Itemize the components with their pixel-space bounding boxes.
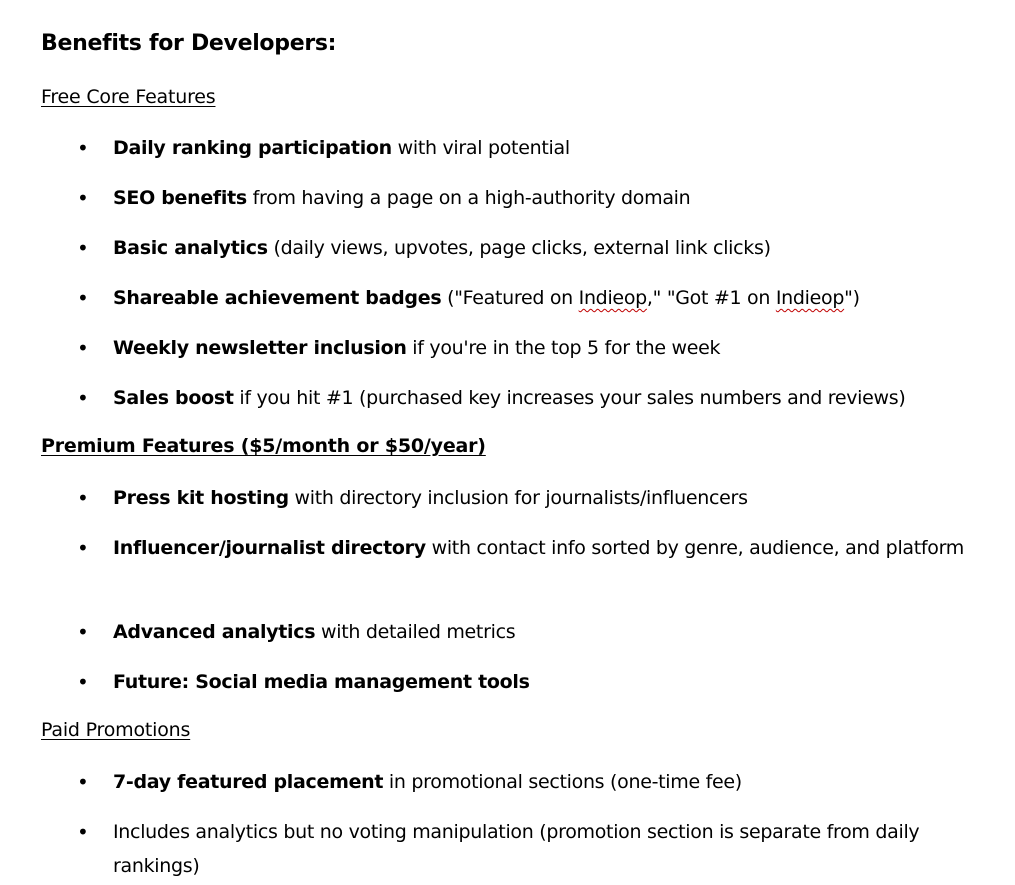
- list-item-text: [113, 281, 973, 315]
- list-item-bold: Daily ranking participation: [113, 137, 392, 159]
- bullet-icon: •: [77, 236, 89, 260]
- list-item-rest: with viral potential: [391, 137, 570, 159]
- list-item-text: [113, 615, 973, 649]
- list-item-rest: in promotional sections (one-time fee): [383, 771, 742, 793]
- list-item-bold: Weekly newsletter inclusion: [113, 337, 407, 359]
- section-heading-paid-promotions: Paid Promotions: [41, 719, 191, 741]
- list-item-bold: Basic analytics: [113, 237, 268, 259]
- list-item-text: [113, 481, 973, 515]
- list-item-rest: if you hit #1 (purchased key increases your sales numbers and reviews): [233, 387, 906, 409]
- section-heading-free-core-features: Free Core Features: [41, 86, 216, 108]
- list-item-bold: Influencer/journalist directory: [113, 537, 426, 559]
- list-item-rest: ("Featured on: [441, 287, 579, 309]
- list-item-bold: Press kit hosting: [113, 487, 289, 509]
- list-item-bold: Sales boost: [113, 387, 234, 409]
- list-item-rest: (daily views, upvotes, page clicks, external link clicks): [267, 237, 771, 259]
- bullet-icon: •: [77, 336, 89, 360]
- list-item-bold: SEO benefits: [113, 187, 247, 209]
- list-item-rest: with contact info sorted by genre, audience, and platform: [425, 537, 965, 559]
- list-item-text: [113, 665, 973, 699]
- document-title: Benefits for Developers:: [41, 31, 337, 56]
- list-item-text: [113, 765, 973, 799]
- list-item-rest: "): [844, 287, 860, 309]
- bullet-icon: •: [77, 386, 89, 410]
- spellcheck-flagged-word: Indieop: [775, 287, 845, 309]
- list-item-bold: Advanced analytics: [113, 621, 316, 643]
- list-item-text: [113, 231, 973, 265]
- list-item-text: [113, 331, 973, 365]
- list-item-rest: with directory inclusion for journalists/influencers: [288, 487, 748, 509]
- list-item-text: [113, 531, 973, 565]
- bullet-icon: •: [77, 620, 89, 644]
- list-item-bold: 7-day featured placement: [113, 771, 384, 793]
- bullet-icon: •: [77, 186, 89, 210]
- list-item-text: [113, 815, 973, 883]
- list-item-text: [113, 381, 973, 415]
- bullet-icon: •: [77, 770, 89, 794]
- list-item-rest: ," "Got #1 on: [646, 287, 776, 309]
- bullet-icon: •: [77, 536, 89, 560]
- list-item-rest: if you're in the top 5 for the week: [406, 337, 721, 359]
- spellcheck-flagged-word: Indieop: [578, 287, 647, 309]
- list-item-text: [113, 181, 973, 215]
- bullet-icon: •: [77, 286, 89, 310]
- list-item-rest: Includes analytics but no voting manipulation (promotion section is separate from daily rankings): [113, 821, 920, 877]
- bullet-icon: •: [77, 486, 89, 510]
- list-item-text: [113, 131, 973, 165]
- section-heading-premium-features: Premium Features ($5/month or $50/year): [41, 435, 486, 457]
- bullet-icon: •: [77, 136, 89, 160]
- list-item-rest: from having a page on a high-authority domain: [246, 187, 691, 209]
- list-item-bold: Shareable achievement badges: [113, 287, 442, 309]
- bullet-icon: •: [77, 670, 89, 694]
- list-item-rest: with detailed metrics: [315, 621, 516, 643]
- bullet-icon: •: [77, 820, 89, 844]
- list-item-bold: Future: Social media management tools: [113, 671, 530, 693]
